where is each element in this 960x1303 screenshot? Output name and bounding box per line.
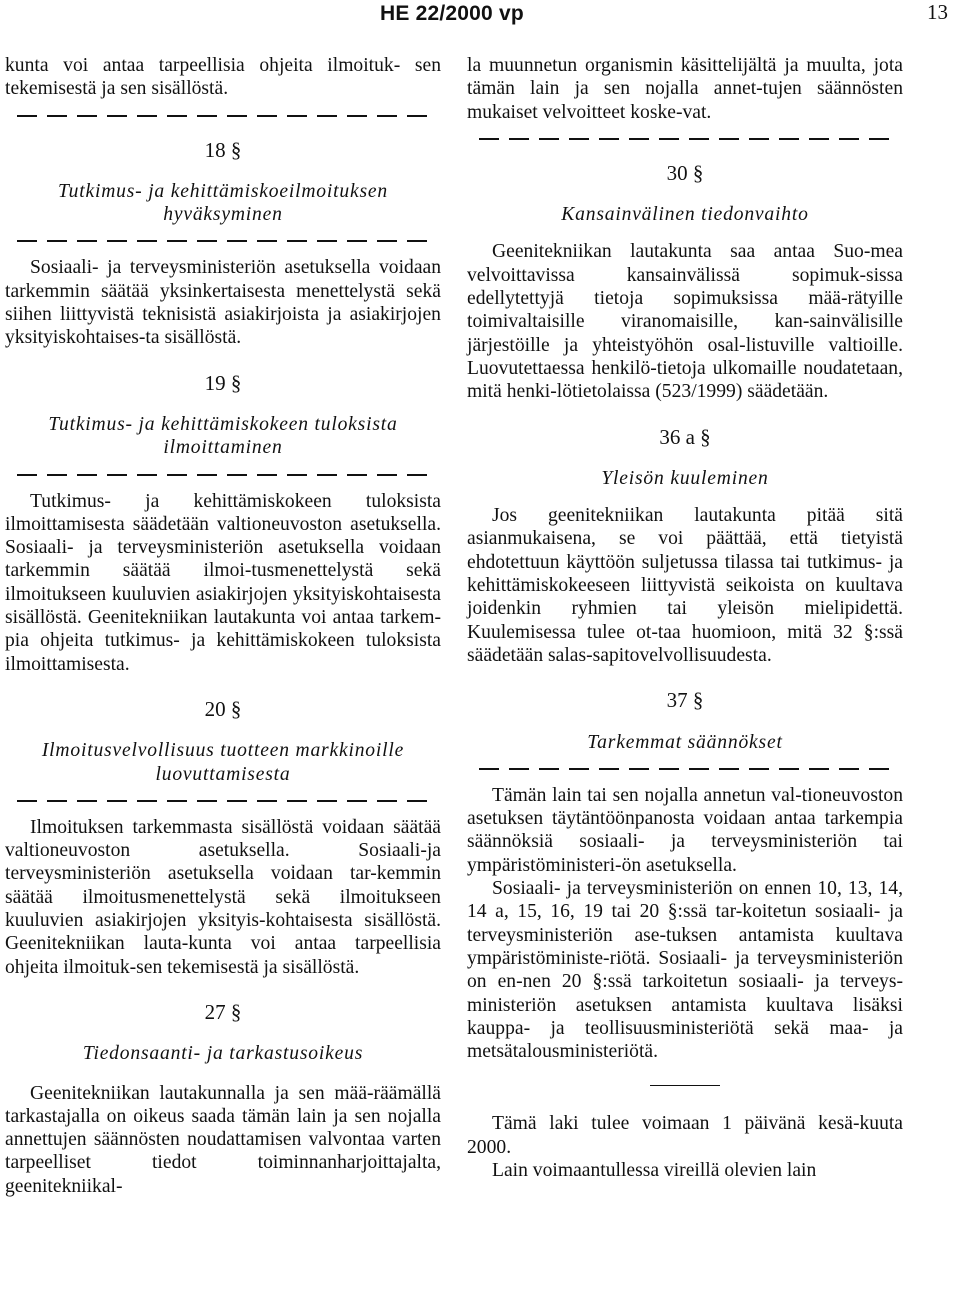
- paragraph: Sosiaali- ja terveysministeriön on ennen 10, 13, 14, 14 a, 15, 16, 19 tai 20 §:ssä tar-koitetun sosiaali- ja terveysministeriön ase-tuksen antamista kuultava ympäristöministe-riötä. Sosiaali- ja terveysministeriön on en-nen 20 §:ssä tarkoitetun sosiaali- ja terveys-ministeriön asetuksen antamista kuultava lisäksi kauppa- ja teollisuusministeriötä sekä maa- ja metsätalousministeriötä.: [467, 878, 904, 1063]
- paragraph: Jos geenitekniikan lautakunta pitää sitä asianmukaisena, se voi päättää, että tietyistä ehdotettuun käyttöön suljetussa tilassa tai tutkimus- ja kehittämiskokeeseen liittyvistä seikoista on kuultava joidenkin ryhmien tai yleisön mielipidettä. Kuulemisessa tulee ot-taa huomioon, mitä 32 §:ssä säädetään salas-sapitovelvollisuudesta.: [467, 505, 904, 666]
- section-title: Tiedonsaanti- ja tarkastusoikeus: [82, 1043, 364, 1065]
- paragraph: Ilmoituksen tarkemmasta sisällöstä voidaan säätää valtioneuvoston asetuksella. Sosiaali-ja terveysministeriön asetuksella voidaan tar-kemmin säätää ilmoitusmenettelystä sekä ilmoitukseen kuuluvien asiakirjojen yksityis-kohtaisesta sisällöstä. Geenitekniikan lauta-kunta voi antaa tarpeellisia ohjeita ilmoituk-sen tekemisestä ja sisällöstä.: [5, 816, 441, 978]
- section-title: Ilmoitusvelvollisuus tuotteen markkinoille luovuttamisesta: [41, 740, 405, 785]
- page-header: [0, 0, 960, 34]
- paragraph: Tämän lain tai sen nojalla annetun val-tioneuvoston asetuksen täytäntöönpanosta voidaan antaa tarkempia säännöksiä sosiaali- ja terveysministeriön tai ympäristöministeri-ön asetuksella.: [467, 784, 903, 876]
- section-number: 36 a §: [659, 424, 711, 449]
- section-number: 27 §: [204, 999, 242, 1024]
- paragraph: Tämä laki tulee voimaan 1 päivänä kesä-kuuta 2000.: [467, 1113, 903, 1158]
- omission-divider: [17, 115, 429, 117]
- document-id: HE 22/2000 vp: [380, 2, 524, 25]
- paragraph: Geenitekniikan lautakunnalla ja sen mää-räämällä tarkastajalla on oikeus saada tämän lain ja sen nojalla annettujen säännösten noudattamisen valvontaa varten tarpeelliset tiedot toiminnanharjoittajalta, geenitekniikal-: [5, 1082, 441, 1197]
- right-column: [467, 54, 903, 1182]
- left-column: [5, 54, 441, 1198]
- paragraph: Sosiaali- ja terveysministeriön asetuksella voidaan tarkemmin säätää yksinkertaisesta menettelystä sekä siihen liittyvistä teknisistä asiakirjoista ja asiakirjojen yksityiskohtaises-ta sisällöstä.: [5, 257, 442, 349]
- section-title: Kansainvälinen tiedonvaihto: [561, 204, 809, 226]
- section-number: 20 §: [204, 696, 242, 721]
- section-number: 18 §: [204, 137, 242, 162]
- paragraph: kunta voi antaa tarpeellisia ohjeita ilmoituk- sen tekemisestä ja sen sisällöstä.: [5, 55, 442, 100]
- paragraph: la muunnetun organismin käsittelijältä ja muulta, jota tämän lain ja sen nojalla annet-tujen säännösten mukaiset velvoitteet koske-vat.: [467, 55, 903, 123]
- page-number: 13: [927, 0, 948, 24]
- paragraph: Lain voimaantullessa vireillä olevien lain: [492, 1159, 817, 1181]
- omission-divider: [17, 240, 429, 242]
- section-number: 37 §: [666, 688, 704, 713]
- section-title: Tutkimus- ja kehittämiskoeilmoituksen hyväksyminen: [58, 180, 388, 226]
- closing-separator: [650, 1085, 720, 1086]
- section-title: Tarkemmat säännökset: [587, 731, 783, 753]
- section-number: 19 §: [204, 370, 242, 395]
- omission-divider: [479, 768, 891, 770]
- paragraph: Tutkimus- ja kehittämiskokeen tuloksista ilmoittamisesta säädetään valtioneuvoston asetuksella. Sosiaali- ja terveysministeriön asetuksella voidaan tarkemmin säätää ilmoi-tusmenettelystä sekä ilmoitukseen kuuluvien asiakirjojen yksityiskohtaisesta sisällöstä. Geenitekniikan lautakunta voi antaa tarkem-pia ohjeita tutkimus- ja kehittämiskokeen tuloksista ilmoittamisesta.: [5, 490, 442, 675]
- section-title: Tutkimus- ja kehittämiskokeen tuloksista ilmoittaminen: [48, 413, 398, 459]
- omission-divider: [17, 474, 429, 476]
- section-number: 30 §: [666, 160, 704, 185]
- paragraph: Geenitekniikan lautakunta saa antaa Suo-mea velvoittavissa kansainvälissä sopimuk-sissa edellytettyjä tietoja sopimuksissa mää-rätyille toimivaltaisille viranomaisille, kan-sainvälisille järjestöille ja yhteistyöhön osal-listuville valtioille. Luovutettaessa henkilö-tietoja ulkomaille noudatetaan, mitä henki-lötietolaissa (523/1999) säädetään.: [467, 241, 903, 403]
- section-title: Yleisön kuuleminen: [601, 467, 769, 489]
- omission-divider: [479, 138, 891, 140]
- omission-divider: [17, 800, 429, 802]
